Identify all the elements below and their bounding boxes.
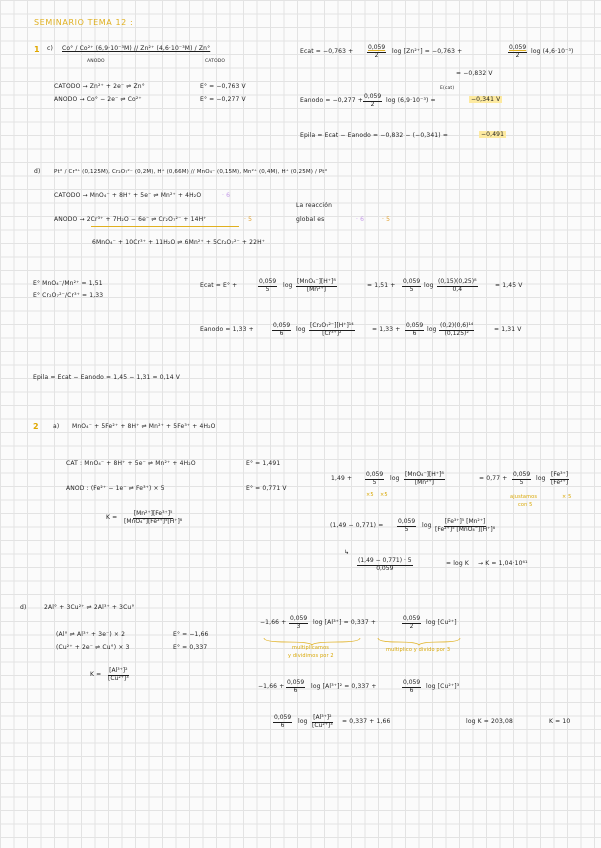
logk-result: log K = 203,08 (466, 718, 513, 725)
nernst-end: log [Cu²⁺]³ (426, 683, 460, 690)
epila-expression: Epila = Ecat − Eanodo = 1,45 − 1,31 = 0,14 V (33, 374, 181, 381)
log-label: log (296, 326, 306, 333)
ecat-result: = 1,45 V (495, 282, 523, 289)
arrow-icon: ↳ (344, 549, 350, 556)
note-multiplier-5: · 5 (382, 216, 391, 223)
fraction: $\frac{0,059}{5}$ (259, 278, 277, 293)
note-multiply: multiplicamos (292, 645, 330, 651)
note-times-5: ×5 (366, 492, 374, 498)
problem-number: 1 (34, 45, 40, 54)
cathode-reaction: CATODO → Zn²⁺ + 2e⁻ ⇌ Zn° (54, 83, 145, 90)
fraction: [Fe³⁺]⁵ [Mn²⁺] [Fe²⁺]⁵ [MnO₄⁻][H⁺]⁸ (435, 518, 496, 533)
k-result: → K = 1,04·10⁶¹ (478, 560, 528, 567)
global-reaction: 6MnO₄⁻ + 10Cr³⁺ + 11H₂O ⇌ 6Mn²⁺ + 5Cr₂O₇²⁻ + 22H⁺ (92, 239, 266, 246)
overall-reaction: 2Al° + 3Cu²⁺ ⇌ 2Al³⁺ + 3Cu° (44, 604, 135, 611)
fraction: $\frac{0,059}{5}$ (403, 278, 421, 293)
cathode-label: CATODO (205, 59, 226, 64)
fraction: $\frac{\text{[Fe³⁺]}}{\text{[Fe²⁺]}}$ (551, 471, 569, 486)
anode-reaction: ANOD : (Fe²⁺ − 1e⁻ ⇌ Fe³⁺) × 5 (66, 485, 165, 492)
k-result: K = 10 (549, 718, 571, 725)
ecat-mid: log [Zn²⁺] = −0,763 + (392, 48, 463, 55)
cathode-reaction: CATODO → MnO₄⁻ + 8H⁺ + 5e⁻ ⇌ Mn²⁺ + 4H₂O (54, 192, 202, 199)
anode-multiplier: · 5 (244, 216, 253, 223)
note-adjust: ajustamos (510, 494, 538, 500)
highlight-underline (91, 226, 239, 227)
eanodo-mid: log (6,9·10⁻³) = (386, 97, 436, 104)
log-label: log (390, 475, 400, 482)
nernst-mid: log [Al³⁺]² = 0,337 + (311, 683, 377, 690)
epila-result: −0,491 (481, 131, 505, 138)
ecat-eq: = 1,51 + (367, 282, 396, 289)
fraction: $\frac{0,059}{6}$ (273, 322, 291, 337)
fraction: $\frac{0,059}{6}$ (287, 679, 305, 694)
cu-potential: E° = 0,337 (173, 644, 208, 651)
nernst-lhs: −1,66 + (258, 683, 285, 690)
fraction: [Mn²⁺][Fe³⁺]⁵ [MnO₄⁻][Fe²⁺]⁵[H⁺]⁸ (124, 510, 183, 525)
log-label: log (283, 282, 293, 289)
log-label: log (427, 326, 437, 333)
note-times-5: ×5 (380, 492, 388, 498)
ecat-small-label: E(cat) (440, 86, 455, 91)
fraction: $\frac{0,059}{3}$ (290, 615, 308, 630)
part-letter: c) (47, 45, 53, 52)
cell-notation: Co° / Co²⁺ (6,9·10⁻³M) // Zn²⁺ (4,6·10⁻³M) / Zn° (62, 45, 211, 52)
cathode-potential: E° = −0,763 V (200, 83, 246, 90)
log-label: log (424, 282, 434, 289)
half-reaction-al: (Al° ⇌ Al³⁺ + 3e⁻) × 2 (56, 631, 126, 638)
log-label: log (298, 718, 308, 725)
note-divide-3: multiplico y divido por 3 (386, 647, 451, 653)
fraction: $\frac{0,059}{6}$ (406, 322, 424, 337)
anode-label: ANODO (87, 59, 105, 64)
fraction: $\frac{\text{[Al³⁺]²}}{\text{[Cu²⁺]³}}$ (108, 667, 129, 682)
nernst-end: log [Cu²⁺] (426, 619, 457, 626)
fraction: $\frac{0,059}{6}$ (274, 714, 292, 729)
eanodo-lhs: Eanodo = −0,277 + (300, 97, 363, 104)
ecat-lhs: Ecat = −0,763 + (300, 48, 354, 55)
page-title: SEMINARIO TEMA 12 : (34, 18, 134, 27)
epila-expression: Epila = Ecat − Eanodo = −0,832 − (−0,341) = (300, 132, 448, 139)
log-label: log (536, 475, 546, 482)
fraction: $\frac{\text{(0,15)(0,25)⁸}}{0,4}$ (438, 278, 477, 293)
fraction: [MnO₄⁻][H⁺]⁸ [Mn²⁺] (297, 278, 336, 293)
nernst-mid: log [Al³⁺] = 0,337 + (313, 619, 377, 626)
fraction: $\frac{0,059}{2}$ (509, 44, 527, 59)
note-divide-2: y dividimos por 2 (288, 653, 334, 659)
fraction: $\frac{0,059}{2}$ (368, 44, 386, 59)
note-reaction: La reacción (296, 202, 333, 209)
overall-reaction: MnO₄⁻ + 5Fe²⁺ + 8H⁺ ⇌ Mn²⁺ + 5Fe³⁺ + 4H₂O (72, 423, 216, 430)
fraction: $\frac{0,059}{2}$ (403, 615, 421, 630)
fraction: $\frac{(1,49 - 0,771) \cdot 5}{0,059}$ (358, 557, 412, 572)
k-lhs: K = (106, 514, 118, 521)
fraction: $\frac{0,059}{5}$ (398, 518, 416, 533)
ecat-lhs: Ecat = E° + (200, 282, 238, 289)
nernst-eq: = 0,77 + (479, 475, 508, 482)
half-reaction-cu: (Cu²⁺ + 2e⁻ ⇌ Cu°) × 3 (56, 644, 130, 651)
part-letter: d) (20, 604, 27, 611)
standard-potential-1: E° MnO₄⁻/Mn²⁺ = 1,51 (33, 280, 103, 287)
k-lhs: K = (90, 671, 102, 678)
standard-potential-2: E° Cr₂O₇²⁻/Cr³⁺ = 1,33 (33, 292, 104, 299)
fraction: $\frac{\text{(0,2)(0,6)¹⁴}}{\text{(0,125)²}}$ (440, 322, 474, 337)
note-with-5: con 5 (518, 502, 533, 508)
fraction: [MnO₄⁻][H⁺]⁸ [Mn²⁺] (405, 471, 444, 486)
anode-reaction: ANODO → Co° − 2e⁻ ⇌ Co²⁺ (54, 96, 142, 103)
part-letter: d) (34, 168, 41, 175)
cathode-reaction: CAT : MnO₄⁻ + 8H⁺ + 5e⁻ ⇌ Mn²⁺ + 4H₂O (66, 460, 196, 467)
eanodo-result: −0,341 V (471, 96, 501, 103)
note-multiplier-6: · 6 (356, 216, 365, 223)
fraction: $\frac{0,059}{6}$ (403, 679, 421, 694)
problem-number: 2 (33, 422, 39, 431)
ecat-end: log (4,6·10⁻³) (531, 48, 574, 55)
anode-potential: E° = 0,771 V (246, 485, 287, 492)
nernst-lhs: 1,49 + (331, 475, 353, 482)
anode-potential: E° = −0,277 V (200, 96, 246, 103)
part-letter: a) (53, 423, 60, 430)
anode-reaction: ANODO → 2Cr³⁺ + 7H₂O − 6e⁻ ⇌ Cr₂O₇²⁻ + 14H⁺ (54, 216, 207, 223)
fraction: $\frac{0,059}{5}$ (366, 471, 384, 486)
al-potential: E° = −1,66 (173, 631, 209, 638)
nernst-result: = 0,337 + 1,66 (342, 718, 391, 725)
logk-eq: = log K (446, 560, 469, 567)
fraction: $\frac{0,059}{5}$ (513, 471, 531, 486)
brace-icon (376, 636, 462, 646)
cathode-potential: E° = 1,491 (246, 460, 281, 467)
fraction: $\frac{\text{[Al³⁺]²}}{\text{[Cu²⁺]³}}$ (312, 714, 333, 729)
nernst-lhs: −1,66 + (260, 619, 287, 626)
eanodo-eq: = 1,33 + (372, 326, 401, 333)
note-global: global es (296, 216, 325, 223)
ecat-result: = −0,832 V (456, 70, 493, 77)
log-label: log (422, 522, 432, 529)
note-times-5: × 5 (562, 494, 572, 500)
cathode-multiplier: · 6 (222, 192, 231, 199)
eanodo-result: = 1,31 V (494, 326, 522, 333)
fraction: $\frac{\text{[Cr₂O₇²⁻][H⁺]¹⁴}}{\text{[Cr³⁺]²}}$ (310, 322, 354, 337)
cell-notation: Pt° / Cr³⁺ (0,125M), Cr₂O₇²⁻ (0,2M), H⁺ (0,66M) // MnO₄⁻ (0,15M), Mn²⁺ (0,4M), H⁺ (0,25M) / Pt° (54, 169, 328, 175)
fraction: $\frac{0,059}{2}$ (364, 93, 382, 108)
eanodo-lhs: Eanodo = 1,33 + (200, 326, 254, 333)
nernst-diff-lhs: (1,49 − 0,771) = (330, 522, 384, 529)
